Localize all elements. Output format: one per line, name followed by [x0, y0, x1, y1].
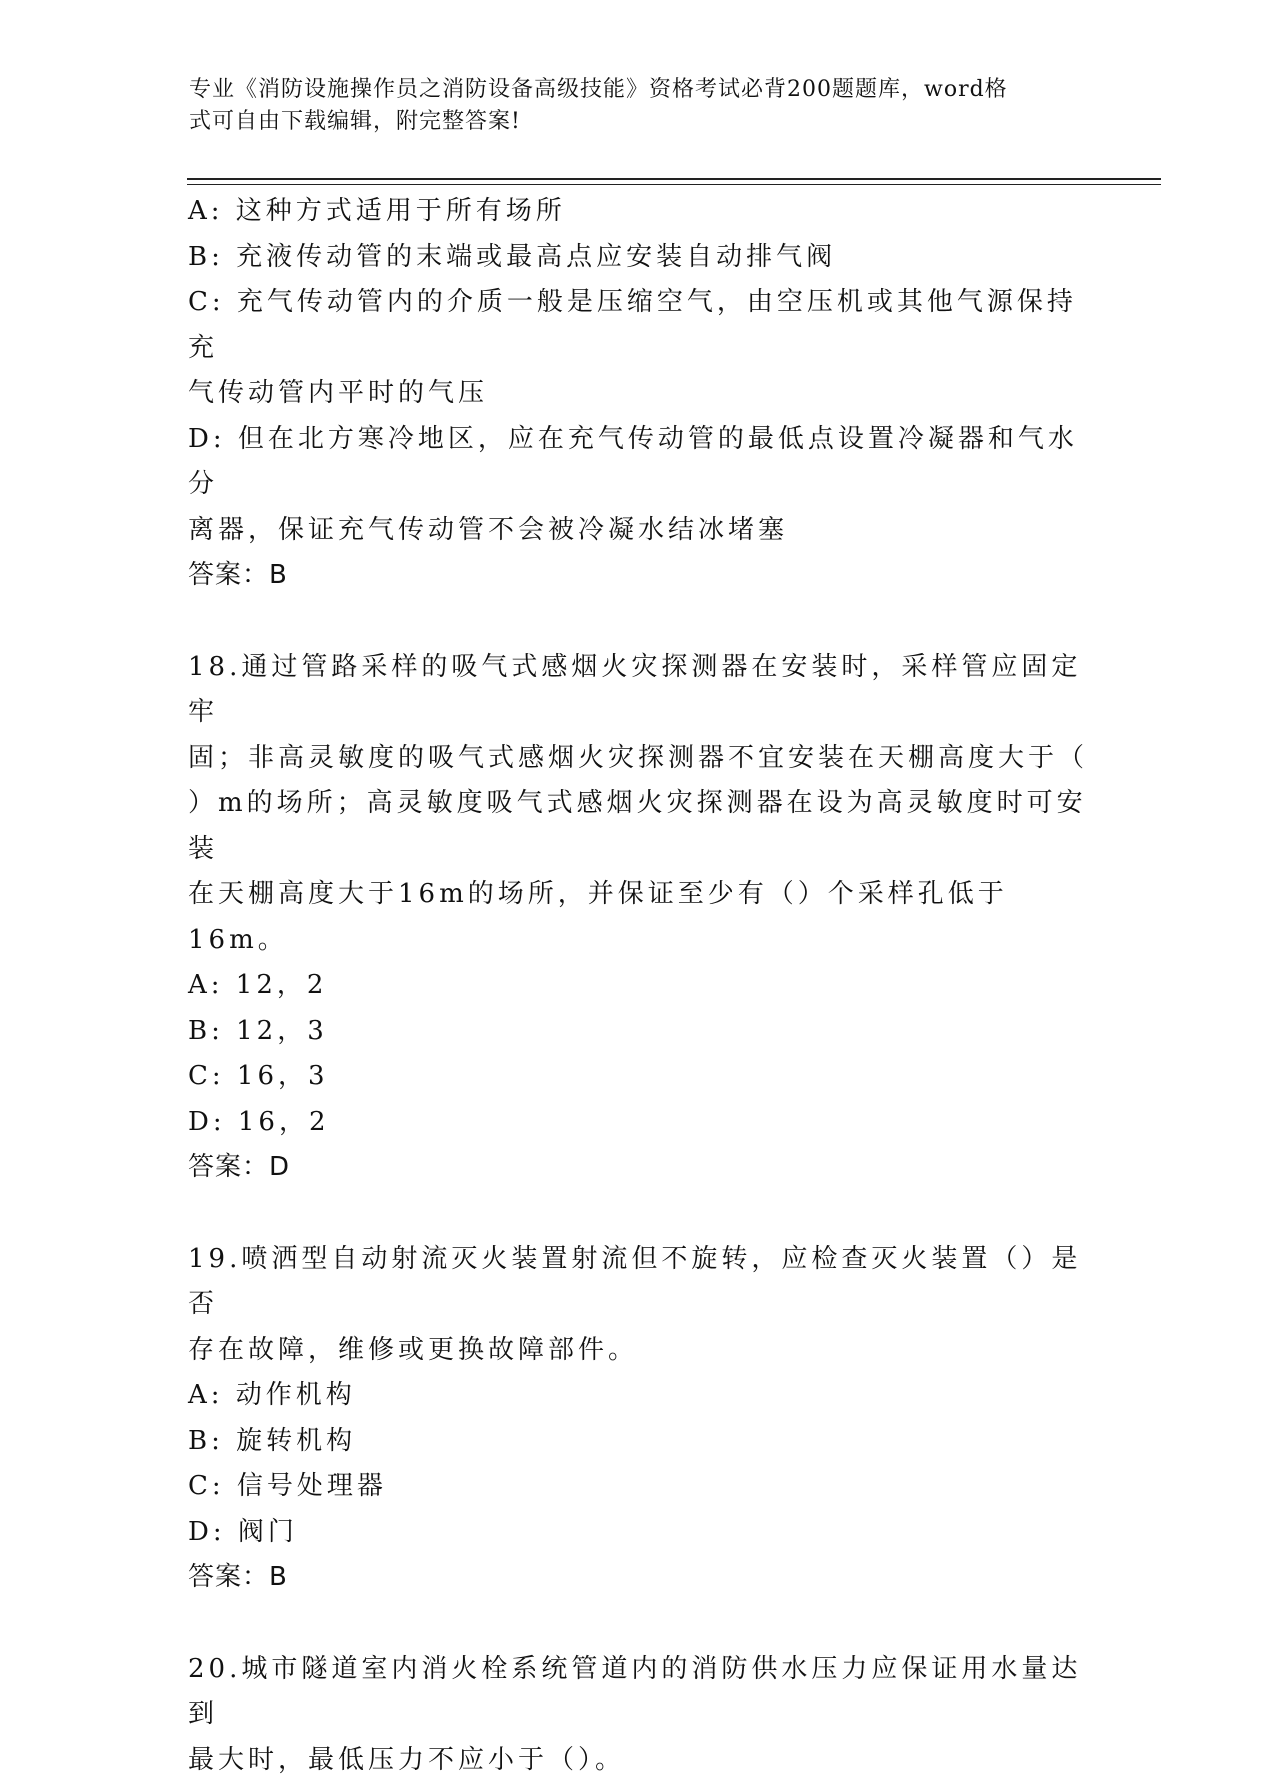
question-18-text-line-4: 在天棚高度大于16m的场所，并保证至少有（）个采样孔低于16m。: [188, 872, 1088, 963]
question-19-option-b: B: 旋转机构: [188, 1419, 1088, 1465]
question-20-text-line-1: 20.城市隧道室内消火栓系统管道内的消防供水压力应保证用水量达到: [188, 1647, 1088, 1738]
header-divider-thick: [187, 178, 1161, 180]
question-18-answer: 答案：D: [188, 1145, 1088, 1191]
question-17-option-c-continued: 气传动管内平时的气压: [188, 371, 1088, 417]
question-19-answer: 答案：B: [188, 1555, 1088, 1601]
question-content: [188, 189, 1088, 1783]
header-title-line-1: 专业《消防设施操作员之消防设备高级技能》资格考试必背200题题库，word格: [189, 74, 1089, 106]
header-title-line-2: 式可自由下载编辑，附完整答案!: [189, 106, 1089, 138]
question-17-option-d-continued: 离器，保证充气传动管不会被冷凝水结冰堵塞: [188, 508, 1088, 554]
header-divider-thin: [187, 184, 1161, 185]
question-20-block: [188, 1647, 1088, 1783]
question-17-answer: 答案：B: [188, 553, 1088, 599]
question-17-option-b: B: 充液传动管的末端或最高点应安装自动排气阀: [188, 235, 1088, 281]
question-18-block: [188, 645, 1088, 1191]
question-17-option-c: C: 充气传动管内的介质一般是压缩空气，由空压机或其他气源保持充: [188, 280, 1088, 371]
question-19-option-c: C: 信号处理器: [188, 1464, 1088, 1510]
question-18-text-line-3: ）m的场所；高灵敏度吸气式感烟火灾探测器在设为高灵敏度时可安装: [188, 781, 1088, 872]
question-17-block: [188, 189, 1088, 599]
question-17-option-a: A: 这种方式适用于所有场所: [188, 189, 1088, 235]
question-18-option-a: A: 12，2: [188, 963, 1088, 1009]
spacer: [188, 1191, 1088, 1237]
question-19-option-a: A: 动作机构: [188, 1373, 1088, 1419]
document-header: [189, 74, 1089, 138]
spacer: [188, 1601, 1088, 1647]
question-18-option-c: C: 16，3: [188, 1054, 1088, 1100]
question-19-option-d: D: 阀门: [188, 1510, 1088, 1556]
question-18-option-d: D: 16，2: [188, 1100, 1088, 1146]
question-18-text-line-2: 固；非高灵敏度的吸气式感烟火灾探测器不宜安装在天棚高度大于（: [188, 736, 1088, 782]
question-18-text-line-1: 18.通过管路采样的吸气式感烟火灾探测器在安装时，采样管应固定牢: [188, 645, 1088, 736]
spacer: [188, 599, 1088, 645]
question-19-text-line-1: 19.喷洒型自动射流灭火装置射流但不旋转，应检查灭火装置（）是否: [188, 1237, 1088, 1328]
question-17-option-d: D: 但在北方寒冷地区，应在充气传动管的最低点设置冷凝器和气水分: [188, 417, 1088, 508]
question-18-option-b: B: 12，3: [188, 1009, 1088, 1055]
question-19-text-line-2: 存在故障，维修或更换故障部件。: [188, 1328, 1088, 1374]
question-19-block: [188, 1237, 1088, 1601]
question-20-text-line-2: 最大时，最低压力不应小于（）。: [188, 1738, 1088, 1783]
